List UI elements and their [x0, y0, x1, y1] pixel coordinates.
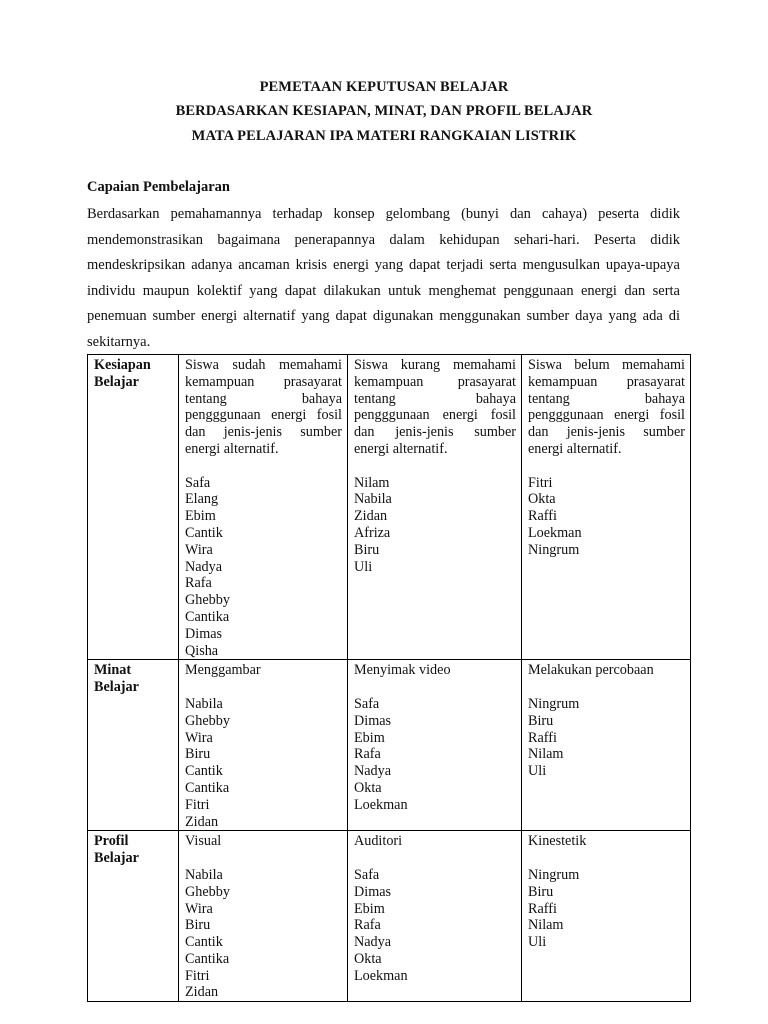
decision-mapping-table	[87, 354, 691, 1002]
student-name: Okta	[354, 950, 382, 967]
student-name: Fitri	[185, 967, 210, 984]
table-cell	[179, 831, 348, 1002]
student-name: Fitri	[528, 474, 553, 491]
student-name: Loekman	[354, 796, 408, 813]
student-name-list	[185, 475, 342, 660]
student-name: Nabila	[354, 491, 392, 508]
student-name: Elang	[185, 491, 219, 508]
student-name: Dimas	[185, 625, 223, 642]
student-name: Ningrum	[528, 541, 580, 558]
student-name: Cantik	[185, 934, 223, 951]
student-name-list	[354, 475, 516, 576]
table-cell	[348, 831, 522, 1002]
table-cell	[348, 660, 522, 831]
student-name: Cantika	[185, 779, 230, 796]
student-name: Zidan	[185, 984, 219, 1001]
row-label: Profil Belajar	[88, 831, 179, 1002]
student-name: Safa	[185, 474, 211, 491]
cell-description: Siswa belum memahami kemampuan prasayarat tentang bahaya pengggunaan energi fosil dan jenis-jenis sumber energi alternatif.	[528, 357, 685, 457]
student-name: Biru	[185, 746, 211, 763]
student-name: Ningrum	[528, 695, 580, 712]
student-name: Nilam	[528, 917, 564, 934]
student-name: Dimas	[354, 712, 392, 729]
student-name: Nabila	[185, 695, 223, 712]
table-cell	[522, 660, 691, 831]
student-name: Loekman	[528, 524, 582, 541]
student-name-list	[185, 867, 342, 1001]
student-name: Ningrum	[528, 866, 580, 883]
student-name: Raffi	[528, 900, 557, 917]
student-name: Biru	[185, 917, 211, 934]
student-name: Cantik	[185, 763, 223, 780]
student-name-list	[528, 475, 685, 559]
table-cell	[179, 355, 348, 660]
student-name: Cantik	[185, 524, 223, 541]
student-name-list	[354, 867, 516, 985]
student-name: Dimas	[354, 883, 392, 900]
cell-description: Menggambar	[185, 662, 261, 679]
student-name-list	[185, 696, 342, 830]
student-name: Cantika	[185, 608, 230, 625]
student-name: Fitri	[185, 796, 210, 813]
cell-description: Siswa kurang memahami kemampuan prasayarat tentang bahaya pengggunaan energi fosil dan jenis-jenis sumber energi alternatif.	[354, 357, 516, 457]
body-paragraph: Berdasarkan pemahamannya terhadap konsep gelombang (bunyi dan cahaya) peserta didik mendemonstrasikan bagaimana penerapannya dalam kehidupan sehari-hari. Peserta didik mendeskripsikan adanya ancaman krisis energi yang dapat terjadi serta mengusulkan upaya-upaya individu maupun kolektif yang dapat dilakukan untuk menghemat penggunaan energi dan serta penemuan sumber energi alternatif yang dapat digunakan menggunakan sumber daya yang ada di sekitarnya.	[87, 206, 680, 350]
student-name: Uli	[528, 934, 547, 951]
student-name: Biru	[528, 883, 554, 900]
student-name: Wira	[185, 729, 213, 746]
student-name: Afriza	[354, 524, 391, 541]
student-name: Safa	[354, 866, 380, 883]
student-name: Rafa	[185, 575, 212, 592]
student-name: Nilam	[354, 474, 390, 491]
student-name: Nadya	[185, 558, 223, 575]
student-name: Ghebby	[185, 883, 230, 900]
student-name: Ebim	[185, 508, 216, 525]
student-name: Biru	[354, 541, 380, 558]
student-name: Okta	[354, 779, 382, 796]
student-name: Cantika	[185, 950, 230, 967]
table-body	[88, 355, 691, 1002]
cell-description: Auditori	[354, 833, 403, 850]
student-name: Ghebby	[185, 592, 230, 609]
student-name: Nadya	[354, 763, 392, 780]
student-name: Zidan	[354, 508, 388, 525]
student-name-list	[528, 696, 685, 780]
cell-description: Visual	[185, 833, 222, 850]
student-name-list	[354, 696, 516, 814]
cell-description: Kinestetik	[528, 833, 587, 850]
student-name: Ebim	[354, 900, 385, 917]
student-name: Okta	[528, 491, 556, 508]
cell-description: Menyimak video	[354, 662, 451, 679]
table-cell	[179, 660, 348, 831]
table-cell	[522, 355, 691, 660]
student-name: Biru	[528, 712, 554, 729]
row-label: Kesiapan Belajar	[88, 355, 179, 660]
table-row	[88, 660, 691, 831]
student-name: Zidan	[185, 813, 219, 830]
table-row	[88, 831, 691, 1002]
student-name: Raffi	[528, 729, 557, 746]
document-title-line-3: MATA PELAJARAN IPA MATERI RANGKAIAN LISTRIK	[191, 128, 577, 144]
student-name: Safa	[354, 695, 380, 712]
cell-description: Siswa sudah memahami kemampuan prasayarat tentang bahaya pengggunaan energi fosil dan jenis-jenis sumber energi alternatif.	[185, 357, 342, 457]
section-heading: Capaian Pembelajaran	[87, 179, 230, 195]
row-label: Minat Belajar	[88, 660, 179, 831]
student-name: Nilam	[528, 746, 564, 763]
student-name: Nadya	[354, 934, 392, 951]
table-cell	[348, 355, 522, 660]
student-name: Uli	[528, 763, 547, 780]
student-name: Rafa	[354, 917, 381, 934]
student-name: Ghebby	[185, 712, 230, 729]
student-name: Wira	[185, 900, 213, 917]
table-row	[88, 355, 691, 660]
student-name: Raffi	[528, 508, 557, 525]
student-name: Ebim	[354, 729, 385, 746]
student-name: Rafa	[354, 746, 381, 763]
document-title-line-2: BERDASARKAN KESIAPAN, MINAT, DAN PROFIL BELAJAR	[175, 103, 593, 119]
student-name: Loekman	[354, 967, 408, 984]
student-name-list	[528, 867, 685, 951]
student-name: Nabila	[185, 866, 223, 883]
student-name: Qisha	[185, 642, 219, 659]
cell-description: Melakukan percobaan	[528, 662, 654, 679]
student-name: Uli	[354, 558, 373, 575]
student-name: Wira	[185, 541, 213, 558]
document-title-line-1: PEMETAAN KEPUTUSAN BELAJAR	[259, 79, 509, 95]
table-cell	[522, 831, 691, 1002]
